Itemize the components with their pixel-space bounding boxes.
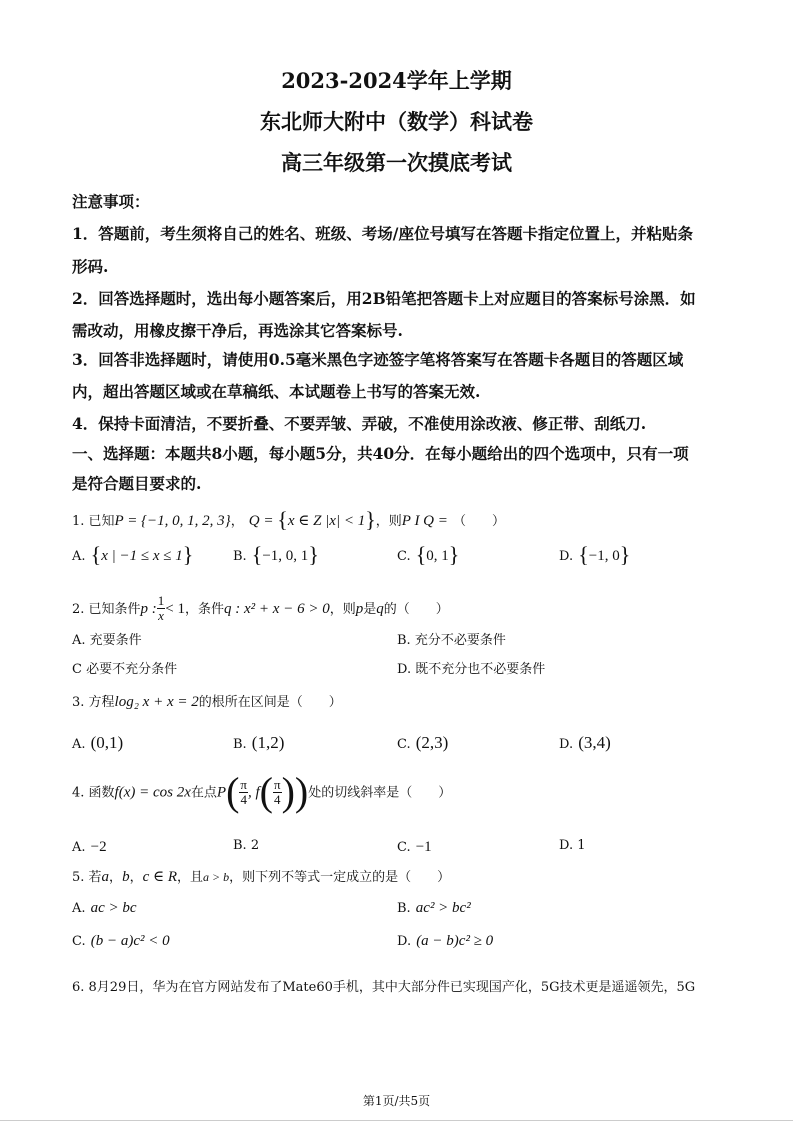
q4-fraction-2 — [273, 778, 282, 807]
q4-option-a[interactable] — [72, 836, 107, 856]
q1-option-d[interactable] — [559, 542, 630, 568]
question-3-stem — [72, 691, 342, 711]
q4-prefix: 4. 函数 — [72, 785, 115, 801]
q4-function: f(x) = cos 2x — [114, 784, 191, 801]
q5-comma-1: ， — [109, 870, 123, 885]
q1-option-d-label: D. — [559, 549, 574, 564]
notice-title: 注意事项： — [72, 192, 150, 211]
q1-brace-open: { — [277, 507, 288, 532]
q5-option-b[interactable] — [397, 897, 471, 917]
q1-option-a-label: A. — [72, 549, 86, 564]
q4-fraction-2-numerator: π — [273, 776, 281, 792]
notice-item-3-cont: 内，超出答题区域或在草稿纸、本试题卷上书写的答案无效. — [72, 382, 481, 401]
q3-option-d-label: D. — [559, 737, 574, 752]
exam-school-title: 东北师大附中（数学）科试卷 — [260, 109, 533, 134]
q2-option-c[interactable]: C 必要不充分条件 — [72, 662, 178, 677]
q4-paren-open: ( — [226, 769, 240, 814]
question-5-stem — [72, 866, 450, 886]
q2-then: ，则 — [329, 602, 356, 617]
notice-item-3: 3．回答非选择题时，请使用0.5毫米黑色字迹签字笔将答案写在答题卡各题目的答题区域 — [72, 350, 684, 369]
q3-prefix: 3. 方程 — [72, 695, 115, 710]
q1-option-b-text: −1, 0, 1 — [262, 548, 309, 564]
exam-year-title: 2023-2024学年上学期 — [281, 68, 512, 93]
q2-is: 是 — [363, 602, 377, 617]
q2-condition-p: p : — [140, 601, 157, 617]
q1-option-a-brace-open: { — [90, 542, 102, 567]
q4-fraction-1 — [239, 778, 248, 807]
q3-equation: log₂ x + x = 2 — [114, 694, 199, 710]
q1-option-c-brace-open: { — [415, 542, 427, 567]
q2-option-b[interactable]: B. 充分不必要条件 — [397, 633, 506, 648]
page-number: 第1页/共5页 — [362, 1094, 431, 1108]
q2-mid-text: ，条件 — [185, 602, 225, 617]
q1-option-b-label: B. — [233, 549, 247, 564]
q3-option-a-text: (0,1) — [90, 733, 124, 752]
notice-item-2-cont: 需改动，用橡皮擦干净后，再选涂其它答案标号. — [72, 321, 403, 340]
q4-option-c-text: −1 — [415, 839, 432, 855]
q1-option-c-text: 0, 1 — [426, 548, 449, 564]
q2-prefix: 2. 已知条件 — [72, 602, 141, 617]
q5-suffix: ，则下列不等式一定成立的是（ ） — [229, 870, 451, 885]
notice-item-1-cont: 形码. — [72, 257, 109, 276]
q1-option-c[interactable] — [397, 542, 459, 568]
q2-fraction-numerator: 1 — [157, 593, 165, 608]
notice-item-4: 4．保持卡面清洁，不要折叠、不要弄皱、弄破，不准使用涂改液、修正带、刮纸刀. — [72, 414, 647, 433]
page-bottom-divider — [0, 1120, 793, 1121]
q3-option-b-text: (1,2) — [251, 733, 285, 752]
q4-fraction-2-denominator: 4 — [274, 791, 281, 807]
q1-set-q-body: x ∈ Z |x| < 1 — [287, 513, 366, 529]
q1-option-d-text: −1, 0 — [588, 548, 620, 564]
question-6-stem: 6. 8月29日，华为在官方网站发布了Mate60手机，其中大部分件已实现国产化，5G技术更是遥遥领先，5G — [72, 980, 696, 995]
q4-option-a-label: A. — [72, 840, 86, 855]
q3-option-a-label: A. — [72, 737, 86, 752]
q3-option-a[interactable] — [72, 733, 123, 753]
q2-answer-paren: 的（ ） — [383, 602, 449, 617]
q5-option-b-text: ac² > bc² — [415, 900, 471, 916]
q1-option-a-text: x | −1 ≤ x ≤ 1 — [101, 548, 183, 564]
q2-condition-q: q : x² + x − 6 > 0 — [224, 601, 330, 617]
q3-option-d-text: (3,4) — [578, 733, 611, 752]
q5-and: ，且 — [177, 870, 204, 885]
q4-suffix: 处的切线斜率是（ ） — [308, 785, 452, 801]
q5-var-a: a — [101, 869, 110, 885]
q5-var-b: b — [122, 869, 130, 885]
q4-inner-paren-open: ( — [259, 769, 273, 814]
q5-option-c[interactable] — [72, 930, 170, 950]
q4-inner-paren-close: ) — [281, 769, 295, 814]
q1-option-c-brace-close: } — [448, 542, 460, 567]
q4-option-c-label: C. — [397, 840, 411, 855]
section-heading: 一、选择题：本题共8小题，每小题5分，共40分．在每小题给出的四个选项中，只有一项 — [72, 444, 689, 463]
q1-option-c-label: C. — [397, 549, 411, 564]
q4-option-d[interactable]: D. 1 — [559, 838, 586, 853]
section-heading-cont: 是符合题目要求的. — [72, 474, 202, 493]
q2-option-a[interactable]: A. 充要条件 — [72, 633, 142, 648]
q3-option-c-text: (2,3) — [415, 733, 449, 752]
q4-f: , f — [247, 784, 260, 801]
q1-then: ，则 — [375, 514, 402, 529]
q3-option-c-label: C. — [397, 737, 411, 752]
q5-option-d[interactable] — [397, 930, 493, 950]
question-1-stem — [72, 507, 505, 533]
q5-prefix: 5. 若 — [72, 870, 102, 885]
q1-comma: ， — [230, 514, 244, 529]
q5-condition: a > b — [203, 870, 230, 884]
q4-option-b[interactable]: B. 2 — [233, 838, 260, 853]
q1-expr: P I Q = — [401, 513, 448, 529]
q3-option-d[interactable] — [559, 733, 611, 753]
q4-option-a-text: −2 — [90, 839, 107, 855]
q5-option-c-label: C. — [72, 934, 86, 949]
q1-option-b-brace-close: } — [308, 542, 319, 567]
notice-item-2: 2．回答选择题时，选出每小题答案后，用2B铅笔把答题卡上对应题目的答案标号涂黑．如 — [72, 289, 696, 308]
q1-option-a[interactable] — [72, 542, 193, 568]
q1-prefix: 1. 已知 — [72, 514, 115, 529]
q4-fraction-1-numerator: π — [240, 776, 247, 792]
question-4-stem — [72, 769, 452, 814]
q3-option-c[interactable] — [397, 733, 448, 753]
notice-item-1: 1．答题前，考生须将自己的姓名、班级、考场/座位号填写在答题卡指定位置上，并粘贴条 — [72, 224, 693, 243]
q3-suffix: 的根所在区间是（ ） — [198, 695, 342, 710]
q4-paren-close: ) — [294, 769, 309, 814]
q1-option-b-brace-open: { — [251, 542, 263, 567]
q5-comma-2: ， — [129, 870, 143, 885]
q4-point: P — [216, 784, 227, 801]
q5-var-c: c ∈ R — [142, 869, 178, 885]
q5-option-a[interactable] — [72, 897, 137, 917]
q1-answer-paren: （ ） — [452, 514, 505, 529]
q2-q-var: q — [376, 601, 384, 617]
q5-option-c-text: (b − a)c² < 0 — [90, 933, 170, 949]
q4-option-c[interactable] — [397, 836, 432, 856]
question-2-stem — [72, 594, 449, 623]
q3-option-b-label: B. — [233, 737, 247, 752]
q1-option-d-brace-close: } — [619, 542, 631, 567]
q1-brace-close: } — [365, 507, 376, 532]
exam-name-title: 高三年级第一次摸底考试 — [281, 150, 512, 175]
q1-option-a-brace-close: } — [182, 542, 194, 567]
q5-option-a-label: A. — [72, 901, 86, 916]
q4-at: 在点 — [190, 785, 217, 801]
q5-option-a-text: ac > bc — [90, 900, 137, 916]
q2-lt-one: < 1 — [165, 601, 186, 617]
q5-option-d-label: D. — [397, 934, 412, 949]
q5-option-d-text: (a − b)c² ≥ 0 — [416, 933, 494, 949]
q5-option-b-label: B. — [397, 901, 411, 916]
q1-option-b[interactable] — [233, 542, 319, 568]
q3-option-b[interactable] — [233, 733, 284, 753]
q4-fraction-1-denominator: 4 — [240, 791, 247, 807]
q1-set-q-head: Q = — [248, 513, 278, 529]
q2-fraction-denominator: x — [158, 608, 164, 623]
q1-set-p: P = {−1, 0, 1, 2, 3} — [114, 513, 231, 529]
q2-p-var: p — [355, 601, 364, 617]
q1-option-d-brace-open: { — [578, 542, 589, 567]
q2-option-d[interactable]: D. 既不充分也不必要条件 — [397, 662, 546, 677]
